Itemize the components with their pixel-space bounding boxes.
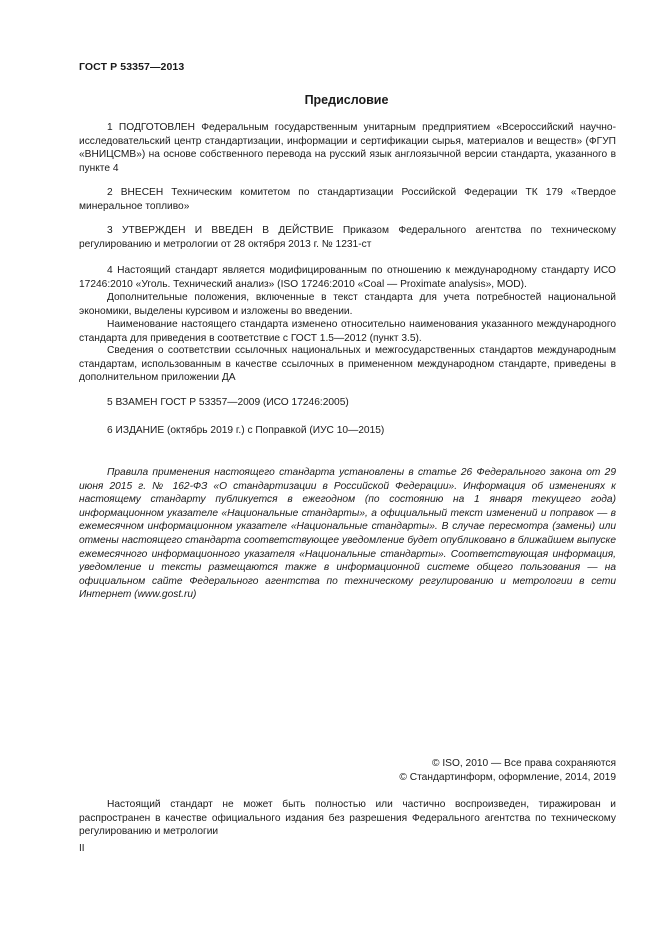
copyright-iso: © ISO, 2010 — Все права сохраняются	[432, 758, 616, 769]
paragraph-5-replaces: 5 ВЗАМЕН ГОСТ Р 53357—2009 (ИСО 17246:2005)	[107, 397, 349, 408]
paragraph-1-prepared: 1 ПОДГОТОВЛЕН Федеральным государственным унитарным предприятием «Всероссийский научно-исследовательский центр стандартизации, информации и сертификации сырья, материалов и веществ» (ФГУП «ВНИЦСМВ») на основе собственного перевода на русский язык англоязычной версии стандарта, указанного в пункте 4	[79, 122, 616, 174]
paragraph-4-additional-provisions: Дополнительные положения, включенные в текст стандарта для учета потребностей национальной экономики, выделены курсивом и изложены во введении.	[79, 292, 616, 317]
paragraph-3-approved: 3 УТВЕРЖДЕН И ВВЕДЕН В ДЕЙСТВИЕ Приказом Федерального агентства по техническому регулированию и метрологии от 28 октября 2013 г. № 1231-ст	[79, 225, 616, 250]
page-title: Предисловие	[304, 93, 389, 107]
application-rules-notice: Правила применения настоящего стандарта установлены в статье 26 Федерального закона от 29 июня 2015 г. № 162-ФЗ «О стандартизации в Российской Федерации». Информация об изменениях к настоящему стандарту публикуется в ежегодном (по состоянию на 1 января текущего года) информационном указателе «Национальные стандарты», а официальный текст изменений и поправок — в ежемесячном информационном указателе «Национальные стандарты». В случае пересмотра (замены) или отмены настоящего стандарта соответствующее уведомление будет опубликовано в ближайшем выпуске ежемесячного информационного указателя «Национальные стандарты». Соответствующая информация, уведомление и тексты размещаются также в информационной системе общего пользования — на официальном сайте Федерального агентства по техническому регулированию и метрологии в сети Интернет (www.gost.ru)	[79, 467, 616, 601]
paragraph-6-edition: 6 ИЗДАНИЕ (октябрь 2019 г.) с Поправкой (ИУС 10—2015)	[107, 425, 385, 436]
paragraph-4-modified: 4 Настоящий стандарт является модифицированным по отношению к международному стандарту ИСО 17246:2010 «Уголь. Технический анализ» (ISO 17246:2010 «Coal — Proximate analysis», MOD).	[79, 265, 616, 290]
page-number: II	[79, 843, 85, 854]
standard-id-header: ГОСТ Р 53357—2013	[79, 61, 185, 73]
copyright-standartinform: © Стандартинформ, оформление, 2014, 2019	[399, 772, 616, 783]
paragraph-4-references: Сведения о соответствии ссылочных национальных и межгосударственных стандартов международным стандартам, использованным в качестве ссылочных в примененном международном стандарте, приведены в дополнительном приложении ДА	[79, 345, 616, 384]
paragraph-4-name-change: Наименование настоящего стандарта изменено относительно наименования указанного международного стандарта для приведения в соответствие с ГОСТ 1.5—2012 (пункт 3.5).	[79, 319, 616, 344]
reproduction-notice: Настоящий стандарт не может быть полностью или частично воспроизведен, тиражирован и распространен в качестве официального издания без разрешения Федерального агентства по техническому регулированию и метрологии	[79, 799, 616, 838]
paragraph-2-introduced: 2 ВНЕСЕН Техническим комитетом по стандартизации Российской Федерации ТК 179 «Твердое минеральное топливо»	[79, 187, 616, 212]
